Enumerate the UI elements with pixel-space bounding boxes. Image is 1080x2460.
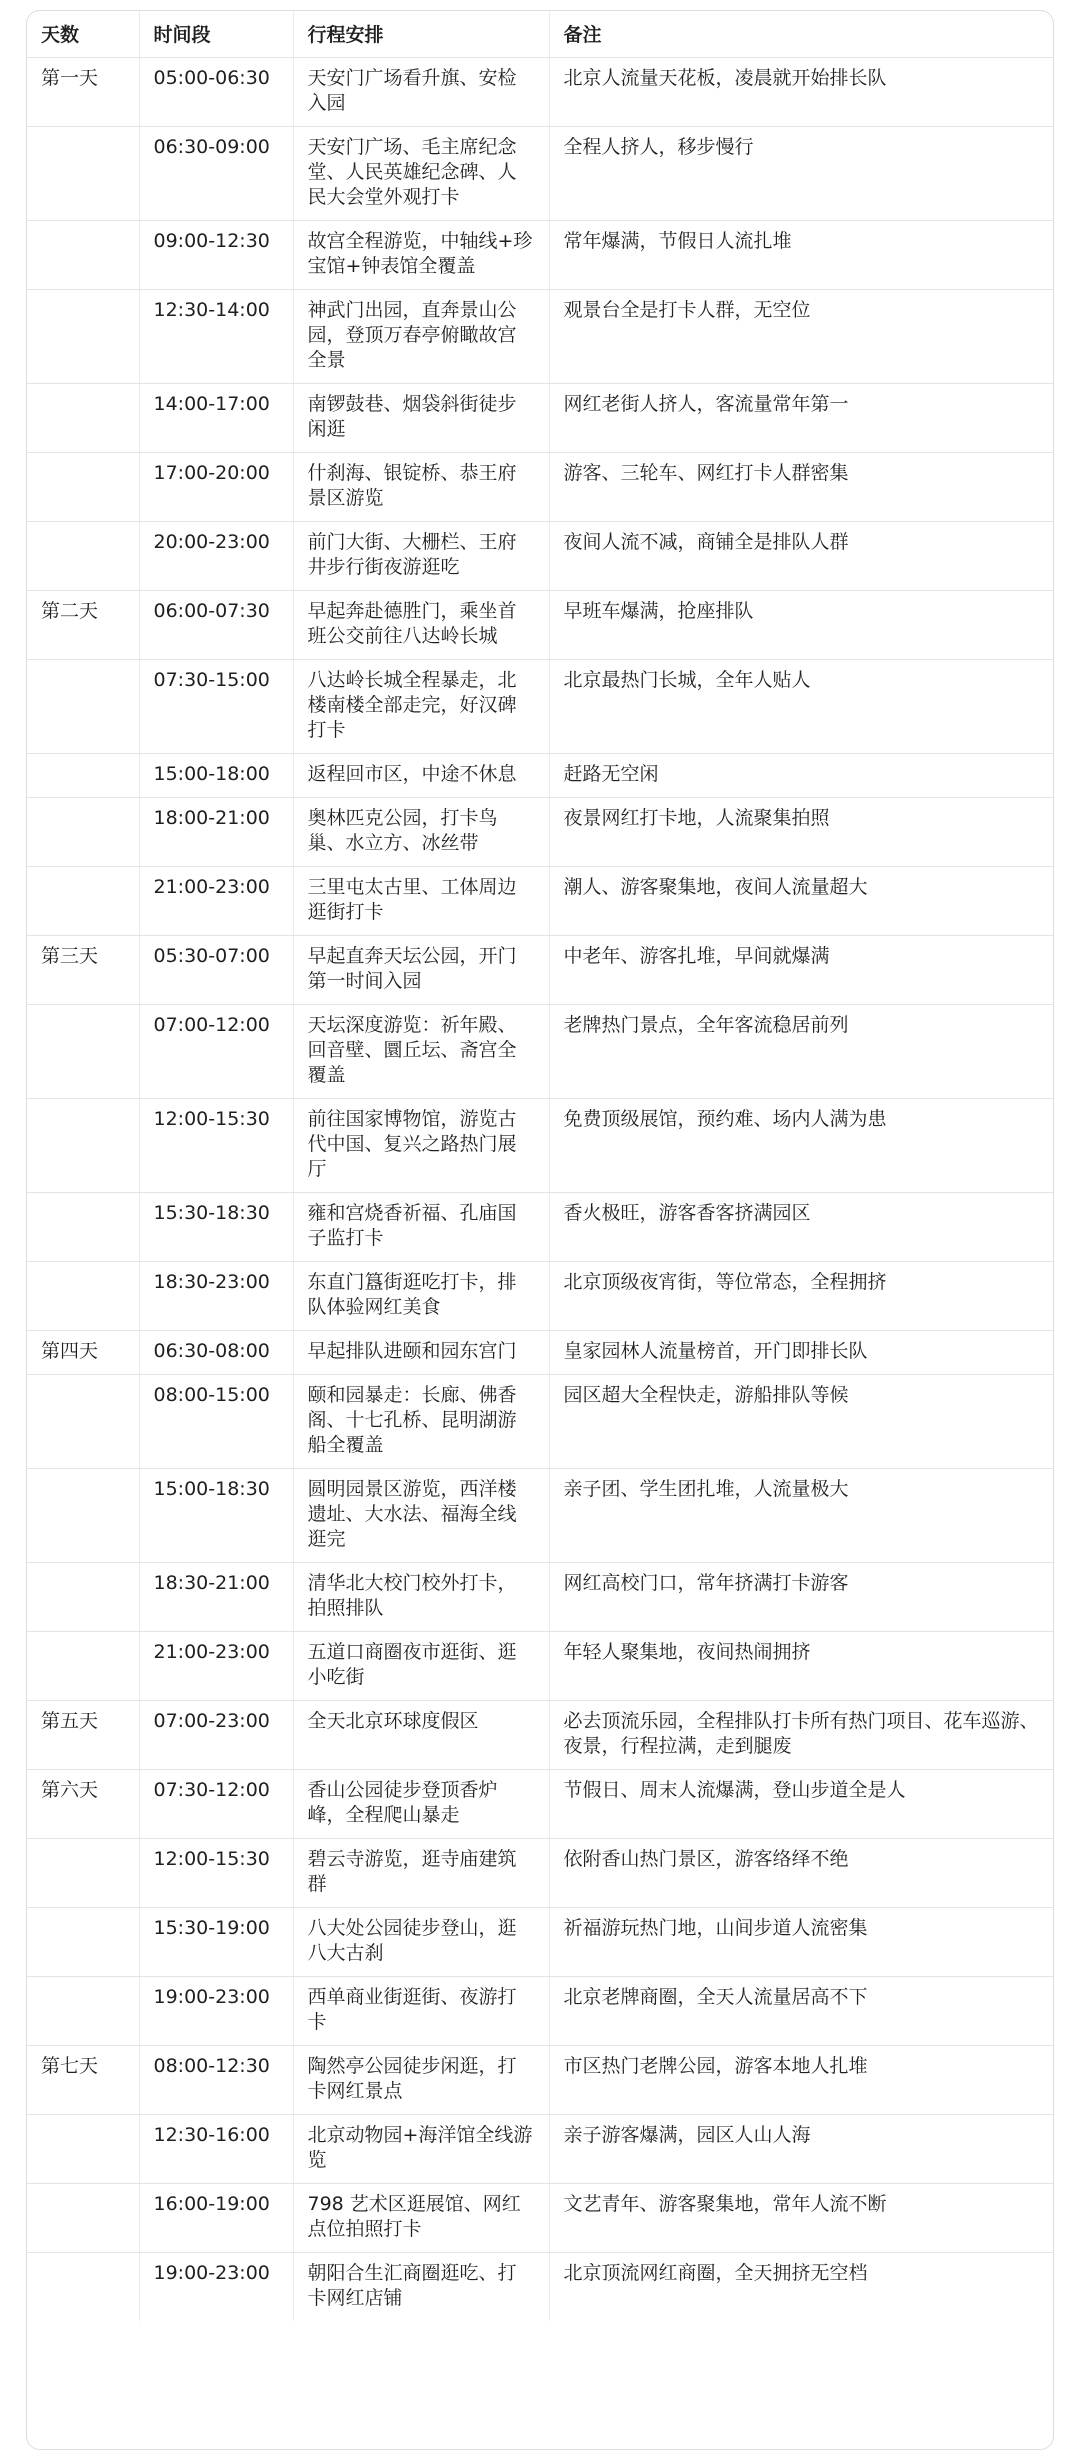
itinerary-table [27, 11, 1053, 2321]
table-row [27, 867, 1053, 936]
cell-plan: 三里屯太古里、工体周边逛街打卡 [293, 867, 549, 936]
cell-day: 第五天 [27, 1701, 139, 1770]
cell-day [27, 522, 139, 591]
cell-plan: 陶然亭公园徒步闲逛，打卡网红景点 [293, 2046, 549, 2115]
table-row [27, 798, 1053, 867]
cell-plan: 早起排队进颐和园东宫门 [293, 1331, 549, 1375]
table-row [27, 2046, 1053, 2115]
table-row [27, 1193, 1053, 1262]
cell-plan: 朝阳合生汇商圈逛吃、打卡网红店铺 [293, 2253, 549, 2322]
cell-note: 潮人、游客聚集地，夜间人流量超大 [549, 867, 1053, 936]
cell-note: 网红高校门口，常年挤满打卡游客 [549, 1563, 1053, 1632]
cell-note: 文艺青年、游客聚集地，常年人流不断 [549, 2184, 1053, 2253]
cell-plan: 五道口商圈夜市逛街、逛小吃街 [293, 1632, 549, 1701]
cell-note: 中老年、游客扎堆，早间就爆满 [549, 936, 1053, 1005]
cell-time: 08:00-12:30 [139, 2046, 293, 2115]
cell-plan: 早起奔赴德胜门，乘坐首班公交前往八达岭长城 [293, 591, 549, 660]
cell-time: 07:30-15:00 [139, 660, 293, 754]
cell-day: 第一天 [27, 58, 139, 127]
cell-note: 亲子团、学生团扎堆，人流量极大 [549, 1469, 1053, 1563]
cell-note: 早班车爆满，抢座排队 [549, 591, 1053, 660]
cell-plan: 碧云寺游览，逛寺庙建筑群 [293, 1839, 549, 1908]
cell-note: 节假日、周末人流爆满，登山步道全是人 [549, 1770, 1053, 1839]
table-row [27, 1977, 1053, 2046]
table-row [27, 936, 1053, 1005]
cell-time: 15:00-18:00 [139, 754, 293, 798]
table-row [27, 1099, 1053, 1193]
cell-day [27, 867, 139, 936]
table-row [27, 1375, 1053, 1469]
cell-note: 网红老街人挤人，客流量常年第一 [549, 384, 1053, 453]
cell-note: 市区热门老牌公园，游客本地人扎堆 [549, 2046, 1053, 2115]
cell-time: 05:30-07:00 [139, 936, 293, 1005]
cell-day [27, 1469, 139, 1563]
cell-note: 游客、三轮车、网红打卡人群密集 [549, 453, 1053, 522]
cell-plan: 故宫全程游览，中轴线+珍宝馆+钟表馆全覆盖 [293, 221, 549, 290]
cell-day [27, 1099, 139, 1193]
table-row [27, 1701, 1053, 1770]
cell-day [27, 290, 139, 384]
table-row [27, 754, 1053, 798]
table-row [27, 1563, 1053, 1632]
cell-time: 18:00-21:00 [139, 798, 293, 867]
cell-plan: 清华北大校门校外打卡，拍照排队 [293, 1563, 549, 1632]
itinerary-table-card [26, 10, 1054, 2450]
cell-time: 21:00-23:00 [139, 867, 293, 936]
cell-time: 16:00-19:00 [139, 2184, 293, 2253]
cell-day [27, 1005, 139, 1099]
cell-plan: 什刹海、银锭桥、恭王府景区游览 [293, 453, 549, 522]
cell-time: 15:30-18:30 [139, 1193, 293, 1262]
cell-time: 17:00-20:00 [139, 453, 293, 522]
table-row [27, 2115, 1053, 2184]
cell-day [27, 2184, 139, 2253]
cell-day [27, 453, 139, 522]
cell-note: 北京最热门长城，全年人贴人 [549, 660, 1053, 754]
header-day: 天数 [27, 11, 139, 58]
header-note: 备注 [549, 11, 1053, 58]
cell-time: 21:00-23:00 [139, 1632, 293, 1701]
table-row [27, 1908, 1053, 1977]
cell-time: 06:00-07:30 [139, 591, 293, 660]
cell-note: 北京老牌商圈，全天人流量居高不下 [549, 1977, 1053, 2046]
table-row [27, 1770, 1053, 1839]
header-plan: 行程安排 [293, 11, 549, 58]
table-row [27, 127, 1053, 221]
cell-note: 香火极旺，游客香客挤满园区 [549, 1193, 1053, 1262]
table-row [27, 522, 1053, 591]
cell-time: 18:30-21:00 [139, 1563, 293, 1632]
cell-plan: 全天北京环球度假区 [293, 1701, 549, 1770]
cell-note: 祈福游玩热门地，山间步道人流密集 [549, 1908, 1053, 1977]
cell-plan: 奥林匹克公园，打卡鸟巢、水立方、冰丝带 [293, 798, 549, 867]
cell-plan: 东直门簋街逛吃打卡，排队体验网红美食 [293, 1262, 549, 1331]
cell-plan: 前门大街、大栅栏、王府井步行街夜游逛吃 [293, 522, 549, 591]
table-row [27, 221, 1053, 290]
cell-day [27, 1193, 139, 1262]
cell-day [27, 1977, 139, 2046]
cell-day [27, 221, 139, 290]
cell-note: 必去顶流乐园，全程排队打卡所有热门项目、花车巡游、夜景，行程拉满，走到腿废 [549, 1701, 1053, 1770]
table-row [27, 1839, 1053, 1908]
cell-plan: 圆明园景区游览，西洋楼遗址、大水法、福海全线逛完 [293, 1469, 549, 1563]
cell-plan: 雍和宫烧香祈福、孔庙国子监打卡 [293, 1193, 549, 1262]
header-time: 时间段 [139, 11, 293, 58]
cell-plan: 八达岭长城全程暴走，北楼南楼全部走完，好汉碑打卡 [293, 660, 549, 754]
cell-note: 夜间人流不减，商铺全是排队人群 [549, 522, 1053, 591]
cell-note: 北京顶级夜宵街，等位常态，全程拥挤 [549, 1262, 1053, 1331]
table-row [27, 58, 1053, 127]
cell-note: 亲子游客爆满，园区人山人海 [549, 2115, 1053, 2184]
cell-plan: 神武门出园，直奔景山公园，登顶万春亭俯瞰故宫全景 [293, 290, 549, 384]
cell-note: 免费顶级展馆，预约难、场内人满为患 [549, 1099, 1053, 1193]
cell-time: 12:30-16:00 [139, 2115, 293, 2184]
cell-note: 园区超大全程快走，游船排队等候 [549, 1375, 1053, 1469]
cell-day [27, 798, 139, 867]
cell-plan: 西单商业街逛街、夜游打卡 [293, 1977, 549, 2046]
cell-note: 常年爆满，节假日人流扎堆 [549, 221, 1053, 290]
cell-note: 观景台全是打卡人群，无空位 [549, 290, 1053, 384]
cell-note: 北京顶流网红商圈，全天拥挤无空档 [563, 2262, 868, 2284]
cell-day [27, 384, 139, 453]
cell-time: 18:30-23:00 [139, 1262, 293, 1331]
cell-day [27, 754, 139, 798]
table-row [27, 2184, 1053, 2253]
cell-day [27, 1375, 139, 1469]
cell-time: 08:00-15:00 [139, 1375, 293, 1469]
table-row [27, 384, 1053, 453]
cell-time: 12:00-15:30 [139, 1839, 293, 1908]
cell-day: 第六天 [27, 1770, 139, 1839]
cell-note: 老牌热门景点，全年客流稳居前列 [549, 1005, 1053, 1099]
cell-time: 06:30-09:00 [139, 127, 293, 221]
cell-day [27, 2115, 139, 2184]
cell-note: 年轻人聚集地，夜间热闹拥挤 [549, 1632, 1053, 1701]
cell-time: 12:00-15:30 [139, 1099, 293, 1193]
cell-time: 14:00-17:00 [139, 384, 293, 453]
table-row [27, 1005, 1053, 1099]
cell-time: 07:00-12:00 [139, 1005, 293, 1099]
table-row [27, 1262, 1053, 1331]
cell-note: 全程人挤人，移步慢行 [549, 127, 1053, 221]
cell-plan: 前往国家博物馆，游览古代中国、复兴之路热门展厅 [293, 1099, 549, 1193]
cell-time: 15:00-18:30 [139, 1469, 293, 1563]
cell-plan: 天安门广场看升旗、安检入园 [293, 58, 549, 127]
cell-day [27, 2253, 139, 2322]
table-header-row [27, 11, 1053, 58]
cell-note: 夜景网红打卡地，人流聚集拍照 [549, 798, 1053, 867]
table-row [27, 660, 1053, 754]
cell-day: 第四天 [27, 1331, 139, 1375]
table-row [27, 1632, 1053, 1701]
cell-plan: 天安门广场、毛主席纪念堂、人民英雄纪念碑、人民大会堂外观打卡 [293, 127, 549, 221]
cell-time: 19:00-23:00 [139, 2253, 293, 2322]
cell-day [27, 1563, 139, 1632]
table-row [27, 453, 1053, 522]
cell-time: 09:00-12:30 [139, 221, 293, 290]
cell-day [27, 660, 139, 754]
cell-plan: 颐和园暴走：长廊、佛香阁、十七孔桥、昆明湖游船全覆盖 [293, 1375, 549, 1469]
cell-plan: 天坛深度游览：祈年殿、回音壁、圜丘坛、斋宫全覆盖 [293, 1005, 549, 1099]
table-row [27, 2253, 1053, 2322]
cell-time: 19:00-23:00 [139, 1977, 293, 2046]
cell-plan: 798 艺术区逛展馆、网红点位拍照打卡 [293, 2184, 549, 2253]
cell-day [27, 1908, 139, 1977]
cell-plan: 北京动物园+海洋馆全线游览 [293, 2115, 549, 2184]
cell-note: 依附香山热门景区，游客络绎不绝 [549, 1839, 1053, 1908]
cell-time: 05:00-06:30 [139, 58, 293, 127]
cell-note: 赶路无空闲 [549, 754, 1053, 798]
table-row [27, 591, 1053, 660]
table-row [27, 1331, 1053, 1375]
cell-time: 07:30-12:00 [139, 1770, 293, 1839]
cell-time: 12:30-14:00 [139, 290, 293, 384]
cell-day: 第七天 [27, 2046, 139, 2115]
cell-day: 第三天 [27, 936, 139, 1005]
cell-day: 第二天 [27, 591, 139, 660]
cell-note: 皇家园林人流量榜首，开门即排长队 [549, 1331, 1053, 1375]
table-body [27, 58, 1053, 2322]
cell-plan: 南锣鼓巷、烟袋斜街徒步闲逛 [293, 384, 549, 453]
cell-day [27, 1839, 139, 1908]
cell-time: 20:00-23:00 [139, 522, 293, 591]
cell-day [27, 1262, 139, 1331]
cell-plan: 香山公园徒步登顶香炉峰，全程爬山暴走 [293, 1770, 549, 1839]
cell-day [27, 127, 139, 221]
cell-time: 06:30-08:00 [139, 1331, 293, 1375]
cell-plan: 返程回市区，中途不休息 [293, 754, 549, 798]
table-row [27, 290, 1053, 384]
cell-note: 北京人流量天花板，凌晨就开始排长队 [549, 58, 1053, 127]
cell-time: 07:00-23:00 [139, 1701, 293, 1770]
table-row [27, 1469, 1053, 1563]
cell-plan: 八大处公园徒步登山，逛八大古刹 [293, 1908, 549, 1977]
cell-day [27, 1632, 139, 1701]
cell-time: 15:30-19:00 [139, 1908, 293, 1977]
cell-plan: 早起直奔天坛公园，开门第一时间入园 [293, 936, 549, 1005]
